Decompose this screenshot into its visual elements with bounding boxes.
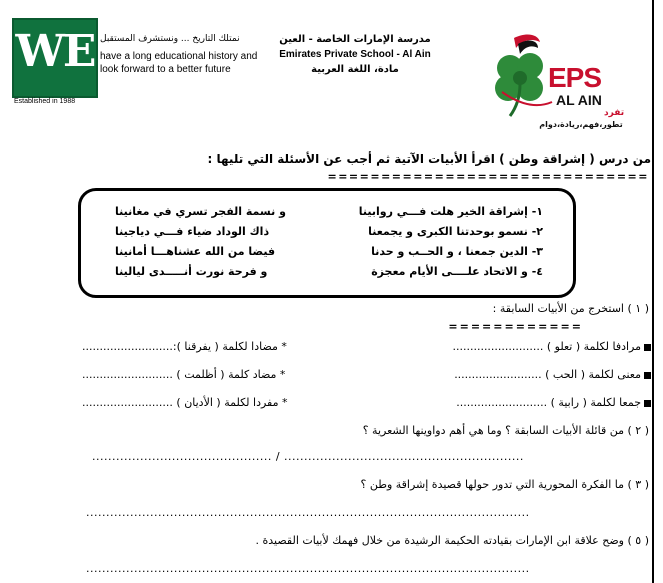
slogan-english-line1: have a long educational history and	[100, 51, 258, 62]
q5-answer-line[interactable]: ...............................................................................................................	[86, 562, 530, 575]
instruction-text: من درس ( إشراقة وطن ) اقرأ الأبيات الآتية ثم أجب عن الأسئلة التي تليها :	[207, 152, 651, 166]
q1-item-right-1-text: مرادفا لكلمة ( تعلو ) ..........................	[452, 340, 641, 353]
square-bullet-icon	[644, 400, 651, 407]
q1-item-right-2-text: معنى لكلمة ( الحب ) .........................	[454, 368, 641, 381]
equals-divider: ==============================	[327, 170, 649, 183]
verse-right-1: ١- إشراقة الخير هلت فـــي روابينا	[358, 205, 543, 218]
poem-box	[78, 188, 576, 298]
eps-motto-2: تطور،فهم،ريادة،دوام	[539, 120, 623, 129]
q5-title: ( ٥ ) وضح علاقة ابن الإمارات بقيادته الحكيمة الرشيدة من خلال فهمك لأبيات القصيدة .	[255, 534, 649, 547]
verse-right-4: ٤- و الاتحاد علــــى الأيام معجزة	[371, 265, 543, 278]
verse-left-4: و فرحة نورت أنـــــدى ليالينا	[115, 265, 268, 278]
q1-item-right-3	[456, 396, 651, 409]
square-bullet-icon	[644, 372, 651, 379]
verse-right-2: ٢- نسمو بوحدتنا الكبرى و يجمعنا	[368, 225, 543, 238]
eps-logo	[486, 28, 648, 138]
q1-title: ( ١ ) استخرج من الأبيات السابقة :	[492, 302, 649, 315]
q1-item-right-2	[454, 368, 651, 381]
q1-item-right-1	[452, 340, 651, 353]
q1-equals: ============	[448, 320, 583, 333]
verse-left-1: و نسمة الفجر تسري في مغانينا	[115, 205, 286, 218]
verse-left-3: فيضا من الله عشناهـــا أمانينا	[115, 245, 276, 258]
slogan-english-line2: look forward to a better future	[100, 64, 231, 75]
eps-subtitle: AL AIN	[556, 92, 602, 108]
school-name-arabic: مدرسة الإمارات الخاصة - العين	[279, 34, 431, 45]
we-logo-text: WE	[15, 26, 95, 77]
q1-item-left-2: * مضاد كلمة ( أظلمت ) ..........................	[82, 368, 286, 381]
q1-item-right-3-text: جمعا لكلمة ( رابية ) ..........................	[456, 396, 641, 409]
eps-motto-1: تفرد	[604, 108, 625, 118]
school-header	[270, 32, 440, 77]
eps-title: EPS	[548, 62, 602, 93]
verse-right-3: ٣- الدين جمعنا ، و الحــب و حدنا	[371, 245, 543, 258]
q3-answer-line[interactable]: ...............................................................................................................	[86, 506, 530, 519]
established-text: Established in 1988	[14, 98, 76, 105]
slogan-arabic: نمتلك التاريخ ... ونستشرف المستقبل	[100, 34, 240, 44]
q2-answer-line[interactable]: ............................................. / ............................................................	[92, 450, 524, 463]
square-bullet-icon	[644, 344, 651, 351]
slogan-english	[100, 50, 278, 76]
q1-item-left-1: * مضادا لكلمة ( يفرقنا ):..........................	[82, 340, 287, 353]
subject-label: مادة، اللغة العربية	[311, 64, 399, 75]
q3-title: ( ٣ ) ما الفكرة المحورية التي تدور حولها قصيدة إشراقة وطن ؟	[360, 478, 649, 491]
we-logo	[12, 18, 98, 98]
q1-item-left-3: * مفردا لكلمة ( الأديان ) ..........................	[82, 396, 288, 409]
page-border	[652, 0, 654, 583]
verse-left-2: ذاك الوداد ضياء فـــي دياجينا	[115, 225, 270, 238]
school-name-english: Emirates Private School - Al Ain	[279, 49, 431, 60]
q2-title: ( ٢ ) من قائلة الأبيات السابقة ؟ وما هي أهم دواوينها الشعرية ؟	[362, 424, 649, 437]
